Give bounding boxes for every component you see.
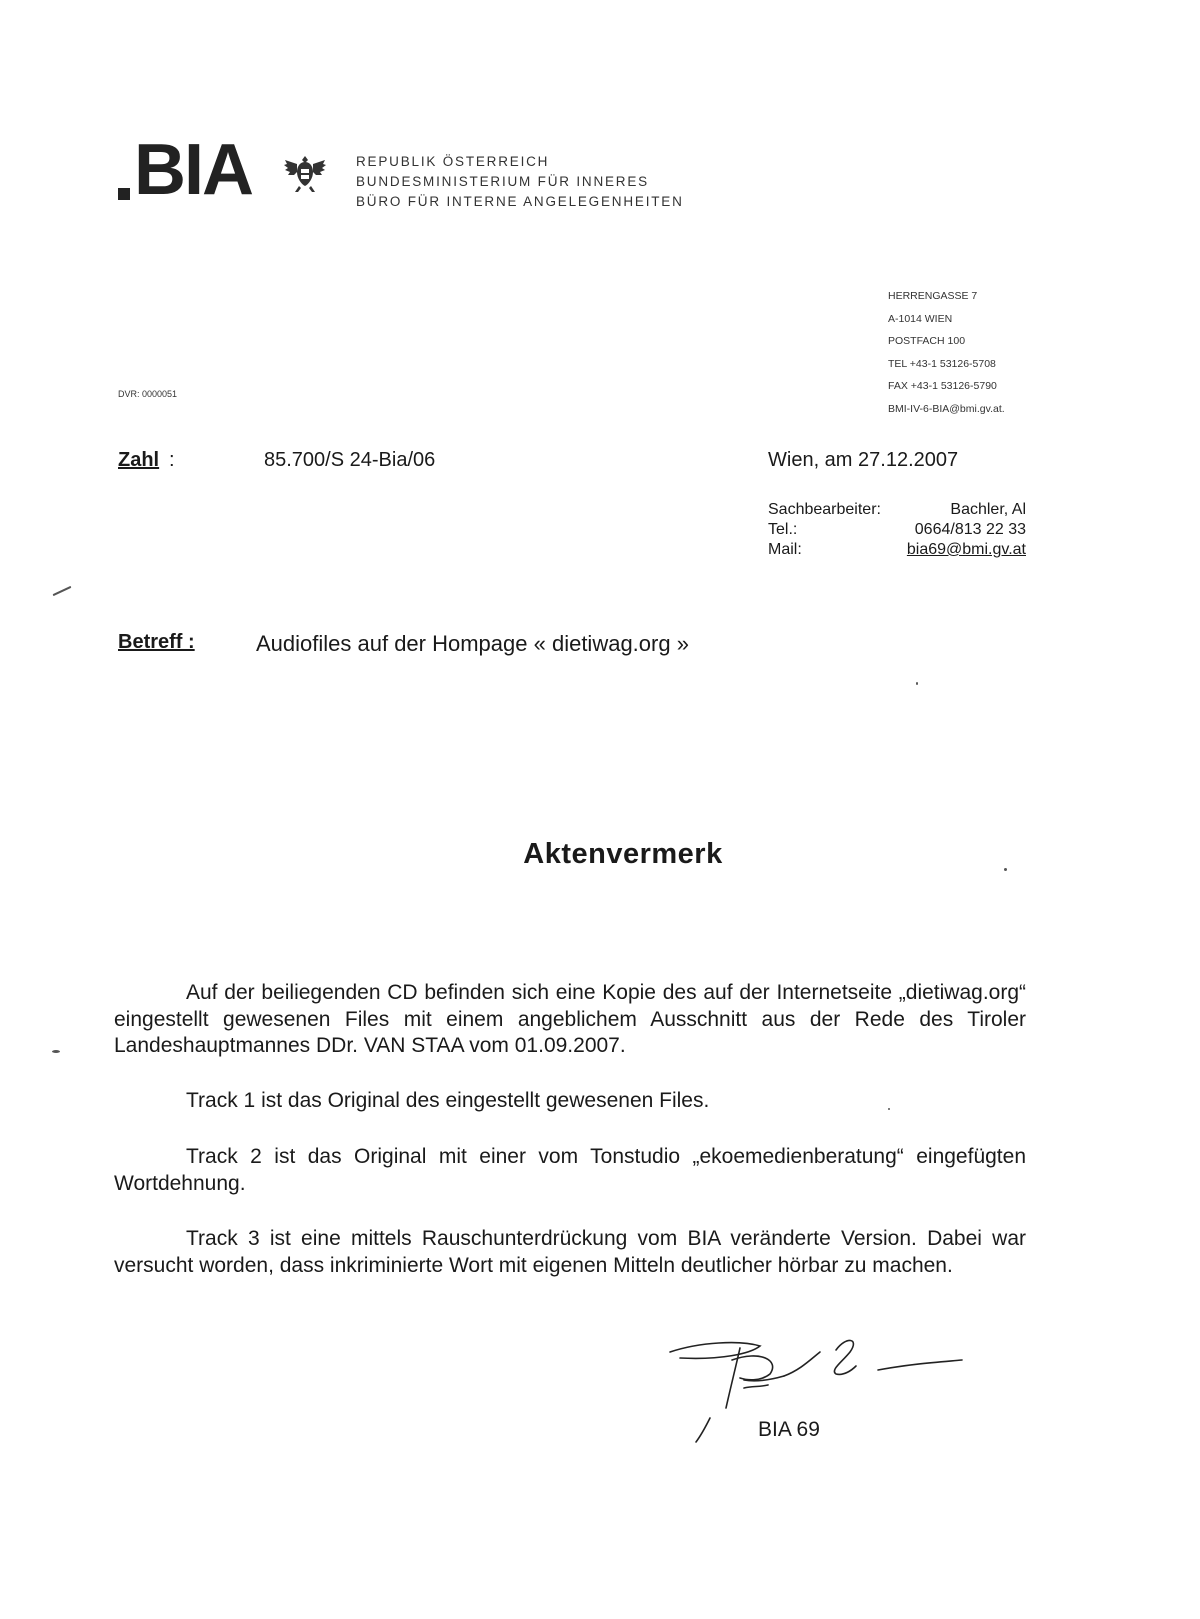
contact-key: Mail: <box>768 541 802 558</box>
reference-number: 85.700/S 24-Bia/06 <box>264 449 436 471</box>
contact-block <box>768 500 1026 560</box>
signatory-name: BIA 69 <box>758 1418 820 1441</box>
address-line: TEL +43-1 53126-5708 <box>888 357 996 370</box>
body-paragraph: Auf der beiliegenden CD befinden sich eine Kopie des auf der Internetseite „dietiwag.org“ eingestellt gewesenen Files mit einem angeblichem Ausschnitt aus der Rede des Tiroler Landeshauptmannes DDr. VAN STAA vom 01.09.2007. <box>114 981 1026 1057</box>
body-paragraph: Track 2 ist das Original mit einer vom Tonstudio „ekoemedienberatung“ eingefügten Wortdehnung. <box>114 1145 1026 1195</box>
contact-key: Sachbearbeiter: <box>768 501 881 518</box>
address-line: POSTFACH 100 <box>888 335 966 347</box>
sender-address <box>888 285 1005 420</box>
contact-key: Tel.: <box>768 521 798 538</box>
subject-text: Audiofiles auf der Hompage « dietiwag.org » <box>256 631 689 656</box>
letter-date: Wien, am 27.12.2007 <box>768 449 959 471</box>
logo-dot <box>118 188 130 200</box>
contact-row <box>768 540 1026 560</box>
scan-speck <box>888 1108 890 1110</box>
body-paragraph: Track 3 ist eine mittels Rauschunterdrückung vom BIA veränderte Version. Dabei war versucht worden, dass inkriminierte Wort mit eigenen Mitteln deutlicher hörbar zu machen. <box>114 1227 1026 1277</box>
contact-row <box>768 500 1026 520</box>
scan-speck <box>52 1050 60 1053</box>
contact-value: Bachler, Al <box>950 501 1026 518</box>
scan-speck <box>53 586 72 596</box>
ministry-line: BÜRO FÜR INTERNE ANGELEGENHEITEN <box>356 194 684 209</box>
ministry-name <box>356 152 684 212</box>
logo-text: BIA <box>134 130 252 210</box>
body-paragraph: Track 1 ist das Original des eingestellt gewesenen Files. <box>186 1089 710 1112</box>
scan-speck <box>1004 868 1007 871</box>
contact-value: 0664/813 22 33 <box>914 521 1026 538</box>
ministry-line: REPUBLIK ÖSTERREICH <box>356 154 550 169</box>
zahl-label: Zahl <box>118 449 160 471</box>
address-line: FAX +43-1 53126-5790 <box>888 380 997 392</box>
bia-logo <box>112 130 272 212</box>
ministry-line: BUNDESMINISTERIUM FÜR INNERES <box>356 174 649 189</box>
contact-row <box>768 520 1026 540</box>
subject-label: Betreff : <box>118 631 195 653</box>
dvr-number: DVR: 0000051 <box>118 389 178 399</box>
address-line: A-1014 WIEN <box>888 312 953 325</box>
handwritten-signature <box>660 1330 1000 1450</box>
zahl-colon: : <box>169 449 175 471</box>
document-title: Aktenvermerk <box>523 838 723 870</box>
address-line: HERRENGASSE 7 <box>888 290 978 302</box>
contact-email-link[interactable]: bia69@bmi.gv.at <box>906 541 1026 558</box>
scan-speck <box>916 682 918 685</box>
austrian-eagle-icon <box>282 150 328 196</box>
address-line: BMI-IV-6-BIA@bmi.gv.at. <box>888 402 1005 415</box>
